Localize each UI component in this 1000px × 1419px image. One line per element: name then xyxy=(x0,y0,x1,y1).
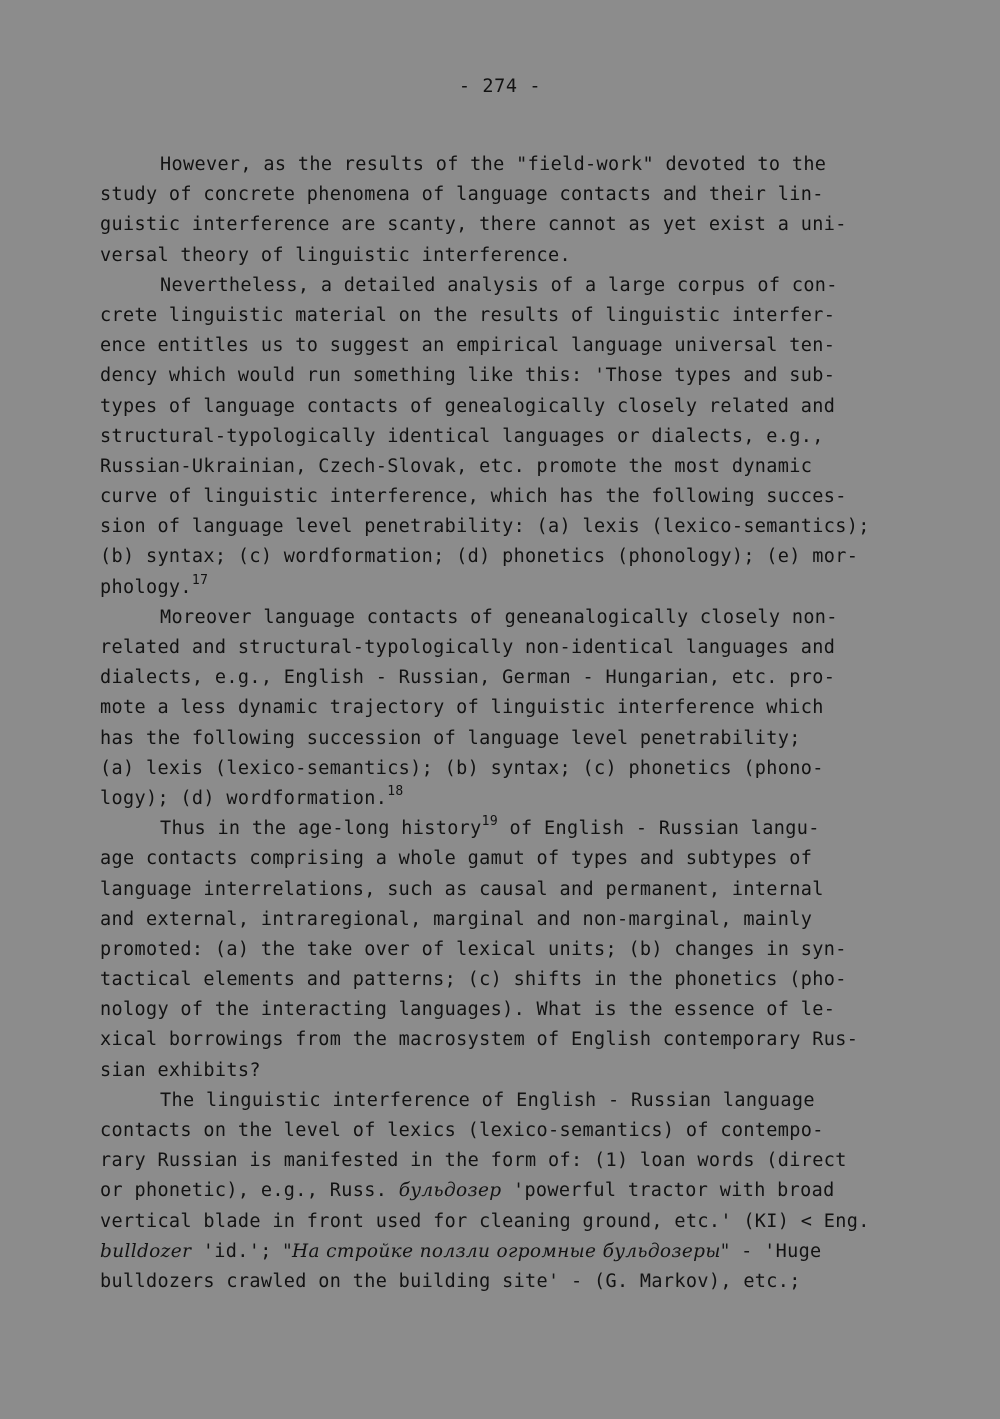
text-line: (a) lexis (lexico-semantics); (b) syntax; (c) phonetics (phono- xyxy=(100,757,824,779)
text-line: and external, intraregional, marginal and non-marginal, mainly xyxy=(100,908,813,930)
text-line: contacts on the level of lexics (lexico-semantics) of contempo- xyxy=(100,1120,824,1141)
footnote-ref: 17 xyxy=(191,572,209,588)
text-line: Russian-Ukrainian, Czech-Slovak, etc. promote the most dynamic xyxy=(100,455,813,477)
text-line: structural-typologically identical languages or dialects, e.g., xyxy=(100,425,824,447)
text-line: promoted: (a) the take over of lexical units; (b) changes in syn- xyxy=(100,938,847,960)
text-line: dialects, e.g., English - Russian, German - Hungarian, etc. pro- xyxy=(100,667,836,689)
text-line: has the following succession of language level penetrability; xyxy=(100,727,801,749)
text-line: study of concrete phenomena of language contacts and their lin- xyxy=(100,184,824,206)
text-line: sion of language level penetrability: (a) lexis (lexico-semantics); xyxy=(100,516,870,538)
text-line: ence entitles us to suggest an empirical language universal ten- xyxy=(100,335,836,357)
text-segment: logy); (d) wordformation. xyxy=(100,787,388,809)
text-line: Nevertheless, a detailed analysis of a large corpus of con- xyxy=(160,274,838,296)
text-line: nology of the interacting languages). What is the essence of le- xyxy=(100,999,836,1021)
text-line: sian exhibits? xyxy=(100,1059,261,1081)
russian-quote: "На стройке ползли огромные бульдозеры" xyxy=(283,1240,730,1262)
text-line: language interrelations, such as causal and permanent, internal xyxy=(100,878,824,900)
text-line: crete linguistic material on the results of linguistic interfer- xyxy=(100,304,836,326)
text-line: dency which would run something like this: 'Those types and sub- xyxy=(100,365,836,387)
text-line: tactical elements and patterns; (c) shifts in the phonetics (pho- xyxy=(100,969,847,991)
text-line: rary Russian is manifested in the form of: (1) loan words (direct xyxy=(100,1150,847,1172)
text-line xyxy=(100,814,900,844)
text-line: versal theory of linguistic interference. xyxy=(100,244,572,266)
page-number: - 274 - xyxy=(458,76,542,97)
text-line xyxy=(100,1176,900,1206)
text-line xyxy=(100,784,900,814)
text-line: types of language contacts of genealogically closely related and xyxy=(100,395,836,417)
text-line: curve of linguistic interference, which has the following succes- xyxy=(100,486,847,508)
text-line: Moreover language contacts of geneanalogically closely non- xyxy=(160,606,838,628)
text-line: bulldozers crawled on the building site' - (G. Markov), etc.; xyxy=(100,1270,801,1292)
text-line: mote a less dynamic trajectory of linguistic interference which xyxy=(100,697,824,719)
text-segment: 'powerful tractor with broad xyxy=(501,1180,835,1202)
text-segment: - 'Huge xyxy=(729,1240,822,1262)
text-line: related and structural-typologically non-identical languages and xyxy=(100,637,836,658)
text-segment: Thus in the age-long history xyxy=(160,818,482,840)
text-line: guistic interference are scanty, there cannot as yet exist a uni- xyxy=(100,214,847,236)
text-line xyxy=(100,1237,900,1267)
footnote-ref: 18 xyxy=(387,783,404,799)
text-segment: 'id.'; xyxy=(191,1240,284,1262)
text-segment: or phonetic), e.g., Russ. xyxy=(100,1180,399,1202)
text-line: vertical blade in front used for cleaning ground, etc.' (KI) < Eng. xyxy=(100,1210,870,1232)
text-line xyxy=(100,573,900,603)
text-line: (b) syntax; (c) wordformation; (d) phonetics (phonology); (e) mor- xyxy=(100,546,859,568)
footnote-ref: 19 xyxy=(481,814,499,830)
english-term: bulldozer xyxy=(100,1240,192,1262)
text-line: age contacts comprising a whole gamut of types and subtypes of xyxy=(100,848,813,870)
text-segment: phology. xyxy=(100,576,192,598)
russian-term: бульдозер xyxy=(398,1180,502,1202)
text-line: However, as the results of the "field-work" devoted to the xyxy=(160,154,827,175)
text-line: The linguistic interference of English - Russian language xyxy=(160,1089,815,1111)
body-text xyxy=(100,150,900,1297)
text-line: xical borrowings from the macrosystem of English contemporary Rus- xyxy=(100,1029,859,1051)
text-segment: of English - Russian langu- xyxy=(498,818,820,840)
